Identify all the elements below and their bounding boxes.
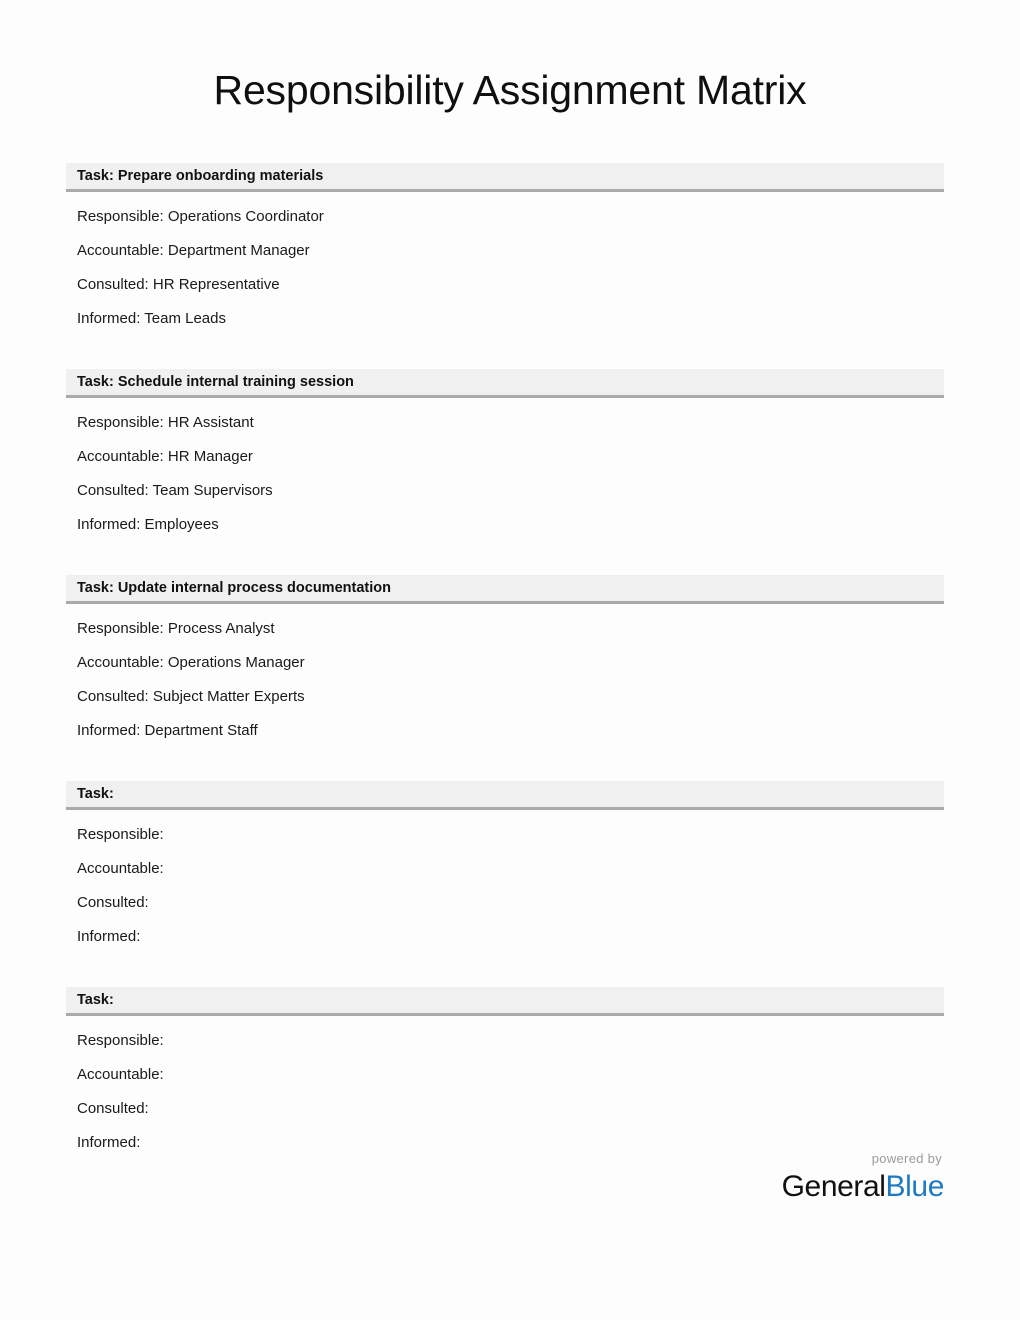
task-detail-rows (66, 1016, 944, 1159)
accountable-row: Accountable: (77, 1065, 164, 1083)
accountable-row: Accountable: (77, 859, 164, 877)
consulted-row: Consulted: Team Supervisors (77, 481, 273, 499)
responsible-row: Responsible: (77, 1031, 164, 1049)
accountable-row: Accountable: Operations Manager (77, 653, 305, 671)
consulted-row: Consulted: (77, 1099, 149, 1117)
task-header-label: Task: (77, 786, 114, 802)
footer-branding (0, 1152, 1020, 1202)
task-detail-rows (66, 810, 944, 953)
task-header-label: Task: Update internal process documentation (77, 580, 391, 596)
task-block (66, 163, 944, 335)
responsible-row: Responsible: (77, 825, 164, 843)
informed-row: Informed: Team Leads (77, 309, 226, 327)
responsible-row: Responsible: HR Assistant (77, 413, 254, 431)
task-header (66, 987, 944, 1016)
task-header (66, 781, 944, 810)
task-list (66, 163, 944, 1193)
task-detail-rows (66, 398, 944, 541)
logo-word-general: General (781, 1170, 886, 1203)
task-header (66, 163, 944, 192)
consulted-row: Consulted: HR Representative (77, 275, 280, 293)
task-detail-rows (66, 192, 944, 335)
responsible-row: Responsible: Operations Coordinator (77, 207, 324, 225)
responsible-row: Responsible: Process Analyst (77, 619, 275, 637)
consulted-row: Consulted: Subject Matter Experts (77, 687, 305, 705)
informed-row: Informed: Department Staff (77, 721, 258, 739)
accountable-row: Accountable: HR Manager (77, 447, 253, 465)
task-block (66, 575, 944, 747)
consulted-row: Consulted: (77, 893, 149, 911)
page-title: Responsibility Assignment Matrix (213, 67, 807, 113)
informed-row: Informed: (77, 1133, 141, 1151)
powered-by-label: powered by (871, 1151, 942, 1166)
task-block (66, 781, 944, 953)
task-header-label: Task: Prepare onboarding materials (77, 168, 324, 184)
task-block (66, 987, 944, 1159)
informed-row: Informed: Employees (77, 515, 219, 533)
logo-word-blue: Blue (885, 1170, 944, 1203)
task-detail-rows (66, 604, 944, 747)
task-header-label: Task: (77, 992, 114, 1008)
accountable-row: Accountable: Department Manager (77, 241, 310, 259)
informed-row: Informed: (77, 927, 141, 945)
task-header (66, 575, 944, 604)
generalblue-logo (0, 1172, 944, 1202)
task-header (66, 369, 944, 398)
task-header-label: Task: Schedule internal training session (77, 374, 354, 390)
task-block (66, 369, 944, 541)
